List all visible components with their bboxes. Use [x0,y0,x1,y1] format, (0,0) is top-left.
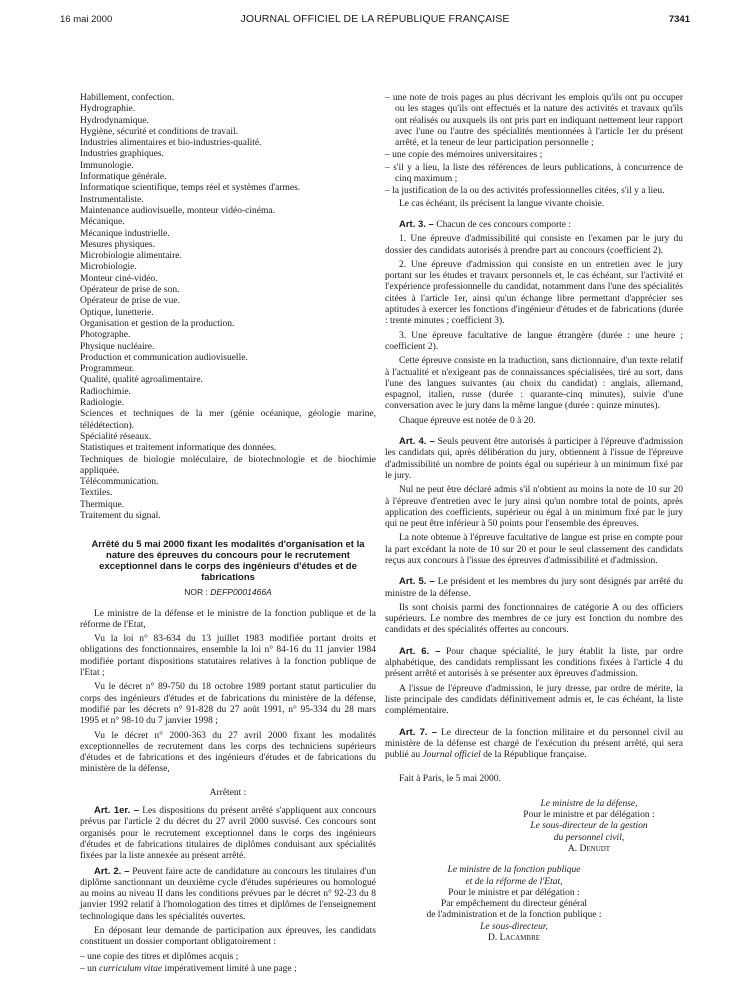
list-item: Télécommunication. [80,477,159,488]
list-item: – la justification de la ou des activités professionnelles citées, s'il y a lieu. [385,186,665,197]
list-item: Hygiène, sécurité et conditions de travail. [80,126,239,137]
article-6 [385,646,683,681]
article-text: Seuls peuvent être autorisés à participer à l'épreuve d'admission les candidats qui, après délibération du jury, obtiennent à l'issue de l'épreuve d'admissibilité un nombre de points égal ou supérieur à un minimum fixé par le jury. [385,437,683,481]
list-item: Programmeur. [80,364,135,375]
signature-name: D. Lacambre [487,933,541,943]
list-item: Industries graphiques. [80,149,164,160]
paragraph: Le cas échéant, ils précisent la langue vivante choisie. [399,198,605,209]
journal-officiel-italic: Journal officiel [422,750,481,761]
signature-delegation: Pour le ministre et par délégation : [448,887,580,898]
paragraph: Cette épreuve consiste en la traduction, sans dictionnaire, d'un texte relatif à l'actualité et n'exigeant pas de connaissances spécialisées, tiré au sort, dans l'une des langues suivantes (au choix du candidat) : anglais, allemand, espagnol, italien, russe (durée : quarante-cinq minutes), suivie d'une conversation avec le jury dans la même langue (durée : quinze minutes). [385,356,683,412]
list-item: Production et communication audiovisuelle. [80,352,248,363]
signature-role: du personnel civil, [553,832,625,843]
arrete-title: Arrêté du 5 mai 2000 fixant les modalités d'organisation et la nature des épreuves du concours pour le recrutement exceptionnel dans le corps des ingénieurs d'études et de fabrications [91,539,365,584]
list-item: Mécanique industrielle. [80,228,170,239]
paragraph: 2. Une épreuve d'admission qui consiste en un entretien avec le jury portant sur les études et travaux personnels et, le cas échéant, sur l'activité et l'expérience professionnelle du candidat, notamment dans l'une des spécialités citées à l'article 1er, ainsi qu'un échange libre permettant d'apprécier ses aptitudes à exercer les fonctions d'ingénieur d'études et de fabrications (durée : trente minutes ; coefficient 3). [385,259,683,327]
list-item: Photographe. [80,330,131,341]
list-item: – une copie des mémoires universitaires ; [385,150,543,161]
list-item: Thermique. [80,499,125,510]
list-item: Habillement, confection. [80,93,175,103]
list-item: Microbiologie alimentaire. [80,251,182,262]
list-item: Immunologie. [80,160,134,171]
article-text-post: de la République française. [480,750,587,761]
right-column [385,93,683,944]
arretent-heading: Arrêtent : [209,787,247,798]
list-item: Mesures physiques. [80,239,155,250]
list-item: – s'il y a lieu, la liste des références de leurs publications, à concurrence de cinq maximum ; [385,162,683,185]
signature-empechement: Par empêchement du directeur général [440,899,588,910]
list-item: Techniques de biologie moléculaire, de biotechnologie et de biochimie appliquée. [80,454,376,476]
list-item: – une copie des titres et diplômes acquis ; [80,951,239,962]
article-label: Art. 5. – [399,576,435,588]
paragraph: Nul ne peut être déclaré admis s'il n'obtient au moins la note de 10 sur 20 à l'épreuve d'entretien avec le jury ainsi qu'un nombre total de points, après application des coefficients, supérieur ou égal à un minimum fixé par le jury qui ne peut être inférieur à 50 points pour l'ensemble des épreuves. [385,485,683,530]
list-item: – une note de trois pages au plus décrivant les emplois qu'ils ont pu occuper ou les stages qu'ils ont effectués et la nature des activités et travaux qu'ils ont réalisés ou auxquels ils ont pris part en indiquant nettement leur rapport avec l'une ou l'autre des spécialités mentionnées à l'article 1er du présent arrêté, et la teneur de leur participation personnelle ; [385,93,683,149]
list-item: Textiles. [80,488,113,499]
article-text: Pour chaque spécialité, le jury établit la liste, par ordre alphabétique, des candidats remplissant les conditions fixées à l'article 4 du présent arrêté et autorisés à se présenter aux épreuves d'admission. [385,646,683,680]
left-column [80,93,376,976]
article-text: Le président et les membres du jury sont désignés par arrêté du ministre de la défense. [385,577,683,599]
specialites-list [80,93,376,522]
page-header [0,0,750,40]
signature-empechement: de l'administration et de la fonction publique : [426,910,602,921]
article-text: Chacun de ces concours comporte : [436,219,572,230]
list-item: Radiochimie. [80,386,131,397]
list-item: Informatique scientifique, temps réel et systèmes d'armes. [80,183,301,194]
list-item: Spécialité réseaux. [80,431,152,442]
paragraph: Chaque épreuve est notée de 0 à 20. [399,415,536,426]
list-item: Opérateur de prise de son. [80,285,180,296]
paragraph: Le ministre de la défense et le ministre de la fonction publique et de la réforme de l'Etat, [80,608,376,630]
signature-title: Le ministre de la défense, [540,798,638,809]
journal-title: JOURNAL OFFICIEL DE LA RÉPUBLIQUE FRANÇAISE [240,13,510,25]
list-item: Sciences et techniques de la mer (génie océanique, géologie marine, télédétection). [80,409,376,431]
signature-title: et de la réforme de l'Etat, [465,876,563,887]
article-label: Art. 6. – [399,645,441,657]
article-4 [385,436,683,482]
list-item: Hydrodynamique. [80,115,149,126]
list-item: Microbiologie. [80,262,137,273]
list-item [80,964,376,975]
list-item: Instrumentaliste. [80,194,144,205]
paragraph: En déposant leur demande de participation aux épreuves, les candidats constituent un dossier comportant obligatoirement : [80,926,376,948]
list-item: Traitement du signal. [80,510,161,521]
signature-role: Le sous-directeur de la gestion [530,821,648,832]
paragraph: Vu la loi n° 83-634 du 13 juillet 1983 modifiée portant droits et obligations des fonctionnaires, ensemble la loi n° 84-16 du 11 janvier 1984 modifiée portant dispositions statutaires relatives à la fonction publique de l'Etat ; [80,634,376,679]
list-item: Informatique générale. [80,172,167,183]
list-item: Industries alimentaires et bio-industries-qualité. [80,138,262,149]
paragraph: 1. Une épreuve d'admissibilité qui consiste en l'examen par le jury du dossier des candidats autorisés à prendre part au concours (coefficient 2). [385,234,683,256]
article-3 [385,219,683,231]
list-item: Organisation et gestion de la production. [80,318,235,329]
dash-italic: curriculum vitae [99,963,163,974]
paragraph: A l'issue de l'épreuve d'admission, le jury dresse, par ordre de mérite, la liste principale des candidats définitivement admis et, le cas échéant, la liste complémentaire. [385,683,683,717]
article-text: Peuvent faire acte de candidature au concours les titulaires d'un diplôme sanctionnant un deuxième cycle d'études supérieures ou homologué au moins au niveau II dans les conditions prévues par le décret n° 92-23 du 8 janvier 1992 relatif à l'homologation des titres et diplômes de l'enseignement technologique dans les spécialités ouvertes. [80,866,376,922]
list-item: Optique, lunetterie. [80,307,154,318]
signature-role: Le sous-directeur, [480,921,548,932]
page-number: 7341 [668,14,690,25]
signature-title: Le ministre de la fonction publique [447,865,581,876]
article-label: Art. 1er. – [94,805,140,817]
fait-a-paris: Fait à Paris, le 5 mai 2000. [399,774,501,785]
article-label: Art. 3. – [399,218,434,230]
nor-reference [80,587,376,598]
list-item: Maintenance audiovisuelle, monteur vidéo-cinéma. [80,205,275,216]
list-item: Hydrographie. [80,104,136,115]
article-2 [80,866,376,923]
dash-suffix: impérativement limité à une page ; [162,963,297,974]
article-label: Art. 7. – [399,726,437,738]
article-label: Art. 2. – [94,865,130,877]
signature-block-2 [385,865,683,944]
paragraph: Ils sont choisis parmi des fonctionnaires de catégorie A ou des officiers supérieurs. Le nombre des membres de ce jury est fonction du nombre des candidats et des spécialités offertes au concours. [385,602,683,636]
list-item: Mécanique. [80,217,125,228]
nor-value: DEFP0001466A [210,587,272,598]
list-item: Monteur ciné-vidéo. [80,273,158,284]
signature-block-1 [385,799,683,855]
article-5 [385,576,683,600]
list-item: Physique nucléaire. [80,341,155,352]
header-date: 16 mai 2000 [60,14,113,25]
paragraph: Vu le décret n° 89-750 du 18 octobre 1989 portant statut particulier du corps des ingénieurs d'études et de fabrications du ministère de la défense, modifié par les décrets n° 91-828 du 27 août 1991, n° 95-334 du 28 mars 1995 et n° 98-10 du 7 janvier 1998 ; [80,682,376,727]
paragraph: Vu le décret n° 2000-363 du 27 avril 2000 fixant les modalités exceptionnelles de recrutement dans les corps des techniciens supérieurs d'études et de fabrications et des ingénieurs d'études et de fabrications du ministère de la défense, [80,730,376,775]
list-item: Qualité, qualité agroalimentaire. [80,375,203,386]
list-item: Radiologie. [80,398,125,409]
list-item: Statistiques et traitement informatique des données. [80,443,277,454]
list-item: Opérateur de prise de vue. [80,296,180,307]
paragraph: 3. Une épreuve facultative de langue étrangère (durée : une heure ; coefficient 2). [385,330,683,352]
article-text: Les dispositions du présent arrêté s'appliquent aux concours prévus par l'article 2 du décret du 27 avril 2000 susvisé. Ces concours sont organisés pour le recrutement exceptionnel dans le corps des ingénieurs d'études et de fabrications titulaires de diplômes conduisant aux spécialités fixées par la liste annexée au présent arrêté. [80,806,377,862]
article-1 [80,805,376,862]
signature-name: A. Denudt [567,843,611,854]
article-label: Art. 4. – [399,436,435,448]
signature-delegation: Pour le ministre et par délégation : [523,810,655,821]
paragraph: La note obtenue à l'épreuve facultative de langue est prise en compte pour la part excédant la note de 10 sur 20 et pour le seul classement des candidats reçus aux concours à l'issue des épreuves d'admissibilité et d'admission. [385,533,683,566]
article-7 [385,727,683,762]
article-text-pre: Le directeur de la fonction militaire et du personnel civil au ministère de la défense est chargé de l'exécution du présent arrêté, qui sera publié au [385,727,683,761]
dash-prefix: – un [80,963,99,974]
nor-label: NOR : [184,587,208,598]
